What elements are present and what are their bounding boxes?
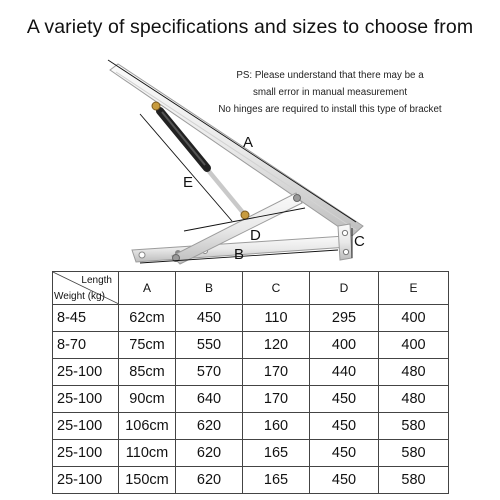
- value-cell: 450: [310, 467, 379, 494]
- weight-cell: 25-100: [53, 413, 119, 440]
- value-cell: 90cm: [119, 386, 176, 413]
- weight-cell: 25-100: [53, 467, 119, 494]
- column-header-c: C: [243, 272, 310, 305]
- dimension-label-a: A: [243, 134, 254, 151]
- value-cell: 160: [243, 413, 310, 440]
- value-cell: 570: [176, 359, 243, 386]
- table-row: [53, 440, 449, 467]
- column-header-e: E: [379, 272, 449, 305]
- value-cell: 62cm: [119, 305, 176, 332]
- value-cell: 450: [310, 440, 379, 467]
- table-row: [53, 386, 449, 413]
- value-cell: 580: [379, 440, 449, 467]
- note-line: small error in manual measurement: [252, 87, 408, 98]
- column-header-a: A: [119, 272, 176, 305]
- table-row: [53, 359, 449, 386]
- value-cell: 450: [176, 305, 243, 332]
- dimension-label-d: D: [250, 227, 261, 244]
- table-header-row: [53, 272, 449, 305]
- value-cell: 165: [243, 467, 310, 494]
- value-cell: 620: [176, 413, 243, 440]
- weight-cell: 25-100: [53, 386, 119, 413]
- value-cell: 165: [243, 440, 310, 467]
- value-cell: 620: [176, 440, 243, 467]
- value-cell: 75cm: [119, 332, 176, 359]
- weight-cell: 8-70: [53, 332, 119, 359]
- value-cell: 106cm: [119, 413, 176, 440]
- value-cell: 580: [379, 467, 449, 494]
- value-cell: 620: [176, 467, 243, 494]
- header-corner: [53, 272, 119, 305]
- value-cell: 400: [310, 332, 379, 359]
- note-line: No hinges are required to install this type of bracket: [218, 104, 442, 115]
- page-headline: A variety of specifications and sizes to choose from: [26, 16, 474, 38]
- column-header-d: D: [310, 272, 379, 305]
- dimension-label-e: E: [183, 174, 194, 191]
- dimension-label-c: C: [354, 233, 365, 250]
- spec-table: [52, 271, 449, 494]
- value-cell: 110: [243, 305, 310, 332]
- value-cell: 110cm: [119, 440, 176, 467]
- value-cell: 295: [310, 305, 379, 332]
- note-line: PS: Please understand that there may be a: [236, 70, 424, 81]
- value-cell: 550: [176, 332, 243, 359]
- value-cell: 450: [310, 386, 379, 413]
- table-row: [53, 305, 449, 332]
- weight-cell: 25-100: [53, 359, 119, 386]
- end-bracket: [338, 224, 352, 260]
- table-row: [53, 413, 449, 440]
- value-cell: 580: [379, 413, 449, 440]
- table-row: [53, 467, 449, 494]
- value-cell: 480: [379, 386, 449, 413]
- corner-length-label: Length: [81, 275, 112, 286]
- value-cell: 480: [379, 359, 449, 386]
- table-row: [53, 332, 449, 359]
- value-cell: 120: [243, 332, 310, 359]
- column-header-b: B: [176, 272, 243, 305]
- measurement-notes: [205, 67, 455, 118]
- value-cell: 170: [243, 359, 310, 386]
- value-cell: 85cm: [119, 359, 176, 386]
- value-cell: 450: [310, 413, 379, 440]
- value-cell: 440: [310, 359, 379, 386]
- value-cell: 170: [243, 386, 310, 413]
- value-cell: 150cm: [119, 467, 176, 494]
- weight-cell: 25-100: [53, 440, 119, 467]
- weight-cell: 8-45: [53, 305, 119, 332]
- value-cell: 640: [176, 386, 243, 413]
- value-cell: 400: [379, 305, 449, 332]
- value-cell: 400: [379, 332, 449, 359]
- dimension-label-b: B: [234, 246, 245, 263]
- corner-weight-label: Weight (kg): [54, 291, 105, 302]
